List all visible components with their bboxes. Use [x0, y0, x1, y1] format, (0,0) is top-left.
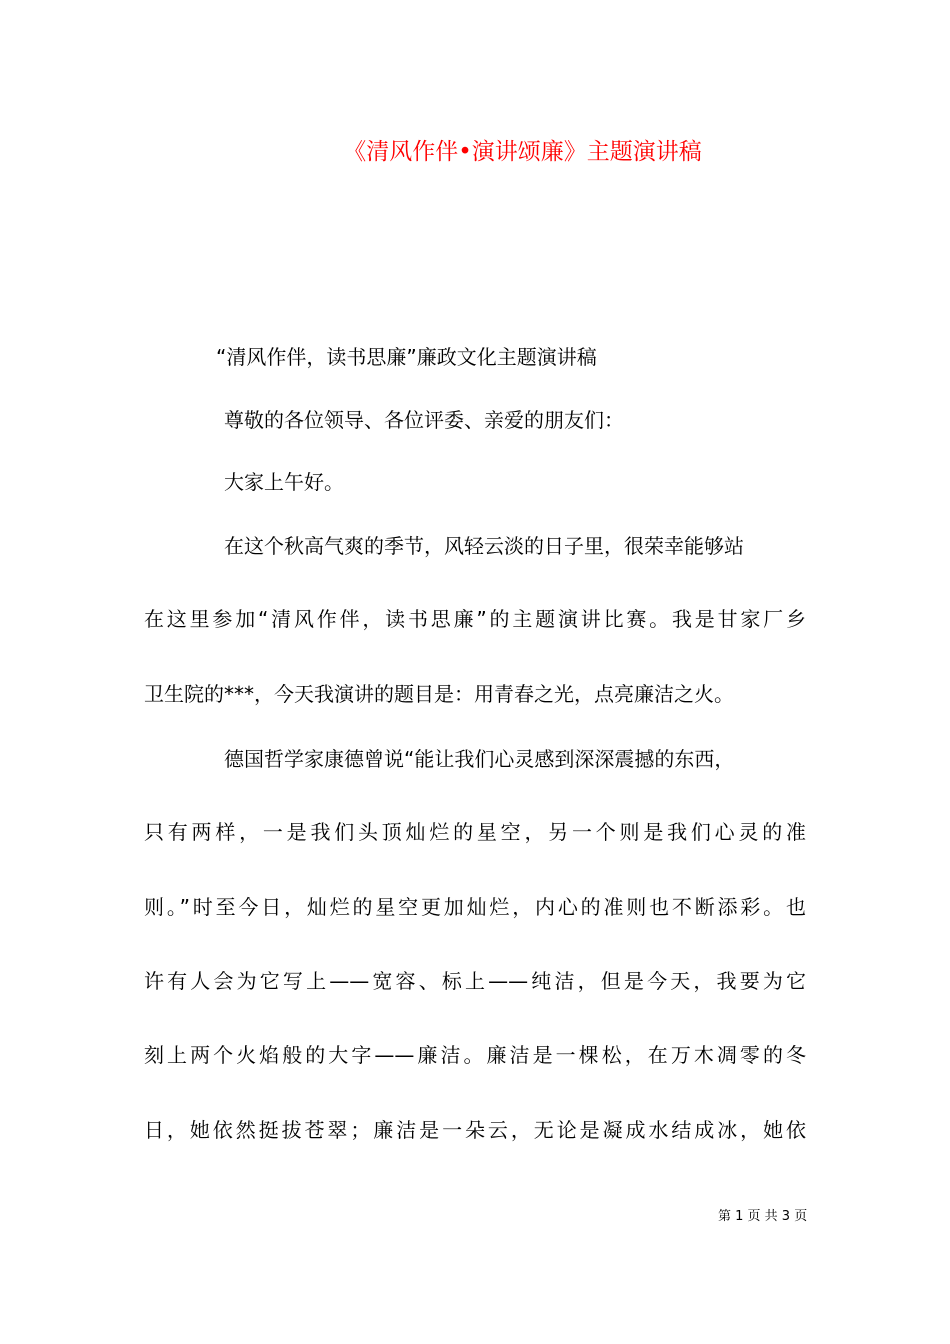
paragraph-2-line-6: 日，她依然挺拔苍翠；廉洁是一朵云，无论是凝成水结成冰，她依 — [144, 1118, 806, 1142]
paragraph-1-line-2: 在这里参加“清风作伴，读书思廉”的主题演讲比赛。我是甘家厂乡 — [144, 607, 806, 631]
paragraph-2-line-4: 许有人会为它写上——宽容、标上——纯洁，但是今天，我要为它 — [144, 969, 806, 993]
speech-subtitle: “清风作伴，读书思廉”廉政文化主题演讲稿 — [216, 345, 597, 369]
page-number-footer: 第 1 页 共 3 页 — [718, 1209, 808, 1224]
paragraph-2-line-2: 只有两样，一是我们头顶灿烂的星空，另一个则是我们心灵的准 — [144, 820, 806, 844]
paragraph-2-line-3: 则。”时至今日，灿烂的星空更加灿烂，内心的准则也不断添彩。也 — [144, 895, 806, 919]
greeting: 大家上午好。 — [224, 470, 344, 494]
paragraph-2-line-1: 德国哲学家康德曾说“能让我们心灵感到深深震撼的东西， — [224, 747, 735, 771]
salutation: 尊敬的各位领导、各位评委、亲爱的朋友们： — [224, 408, 624, 432]
paragraph-1-line-1: 在这个秋高气爽的季节，风轻云淡的日子里，很荣幸能够站 — [224, 534, 744, 558]
paragraph-2-line-5: 刻上两个火焰般的大字——廉洁。廉洁是一棵松，在万木凋零的冬 — [144, 1043, 806, 1067]
document-title: 《清风作伴•演讲颂廉》主题演讲稿 — [343, 139, 702, 165]
paragraph-1-line-3: 卫生院的***，今天我演讲的题目是：用青春之光，点亮廉洁之火。 — [144, 682, 734, 706]
